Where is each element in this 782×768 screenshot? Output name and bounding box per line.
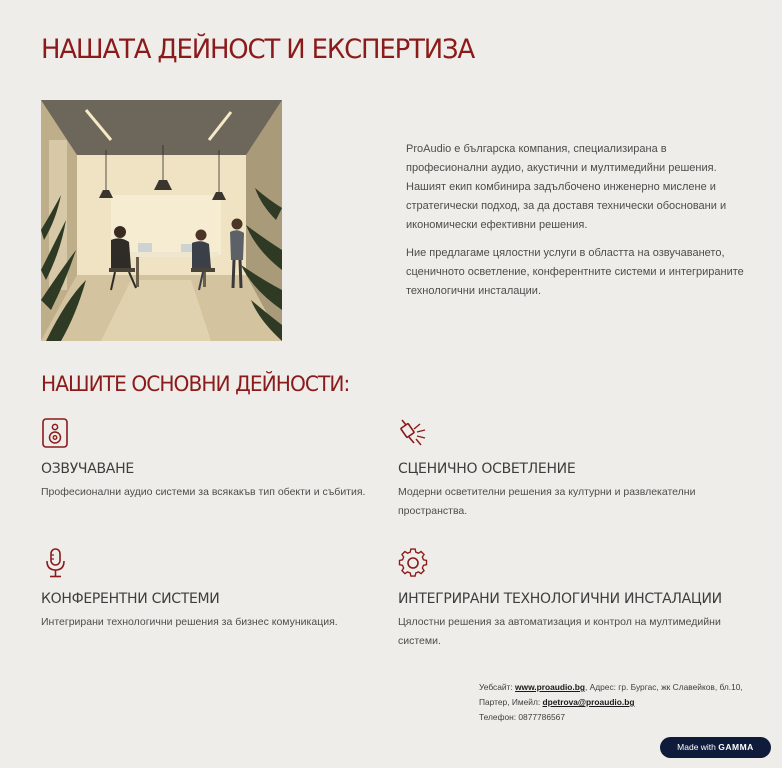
stage-light-icon	[398, 417, 428, 449]
office-illustration	[41, 100, 282, 341]
service-sound	[41, 417, 381, 502]
service-description: Интегрирани технологични решения за бизнес комуникация.	[41, 616, 338, 628]
service-description: Модерни осветителни решения за културни и развлекателни пространства.	[398, 486, 696, 517]
microphone-icon	[41, 547, 71, 579]
service-conference	[41, 547, 381, 632]
address-text: , Адрес: гр. Бургас, жк Славейков, бл.10, Партер, Имейл:	[479, 682, 743, 707]
made-with-gamma-badge[interactable]	[660, 737, 771, 758]
service-title: КОНФЕРЕНТНИ СИСТЕМИ	[41, 591, 220, 607]
intro-paragraph: ProAudio е българска компания, специализирана в професионални аудио, акустични и мултимедийни решения. Нашият екип комбинира задълбочено инженерно мислене и стратегически подход, за да доставя технически обосновани и икономически ефективни решения.	[406, 143, 727, 231]
intro-text	[406, 140, 746, 310]
email-link[interactable]: dpetrova@proaudio.bg	[542, 697, 635, 707]
page-title: НАШАТА ДЕЙНОСТ И ЕКСПЕРТИЗА	[41, 34, 475, 65]
gear-icon	[398, 547, 428, 579]
service-stage-lighting	[398, 417, 738, 521]
service-title: СЦЕНИЧНО ОСВЕТЛЕНИЕ	[398, 461, 576, 477]
intro-paragraph: Ние предлагаме цялостни услуги в областта на озвучаването, сценичното осветление, конферентните системи и интегрираните технологични инсталации.	[406, 247, 744, 297]
badge-prefix: Made with	[677, 742, 719, 752]
service-integrated-installations	[398, 547, 738, 651]
badge-brand: GAMMA	[718, 742, 754, 752]
footer-contacts	[479, 680, 769, 725]
service-title: ИНТЕГРИРАНИ ТЕХНОЛОГИЧНИ ИНСТАЛАЦИИ	[398, 591, 722, 607]
website-label: Уебсайт:	[479, 682, 516, 692]
website-link[interactable]: www.proaudio.bg	[515, 682, 585, 692]
service-description: Цялостни решения за автоматизация и контрол на мултимедийни системи.	[398, 616, 721, 647]
speaker-icon	[41, 417, 71, 449]
services-title: НАШИТЕ ОСНОВНИ ДЕЙНОСТИ:	[41, 372, 350, 396]
service-title: ОЗВУЧАВАНЕ	[41, 461, 134, 477]
service-description: Професионални аудио системи за всякакъв тип обекти и събития.	[41, 486, 366, 498]
phone-text: Телефон: 0877786567	[479, 712, 565, 722]
